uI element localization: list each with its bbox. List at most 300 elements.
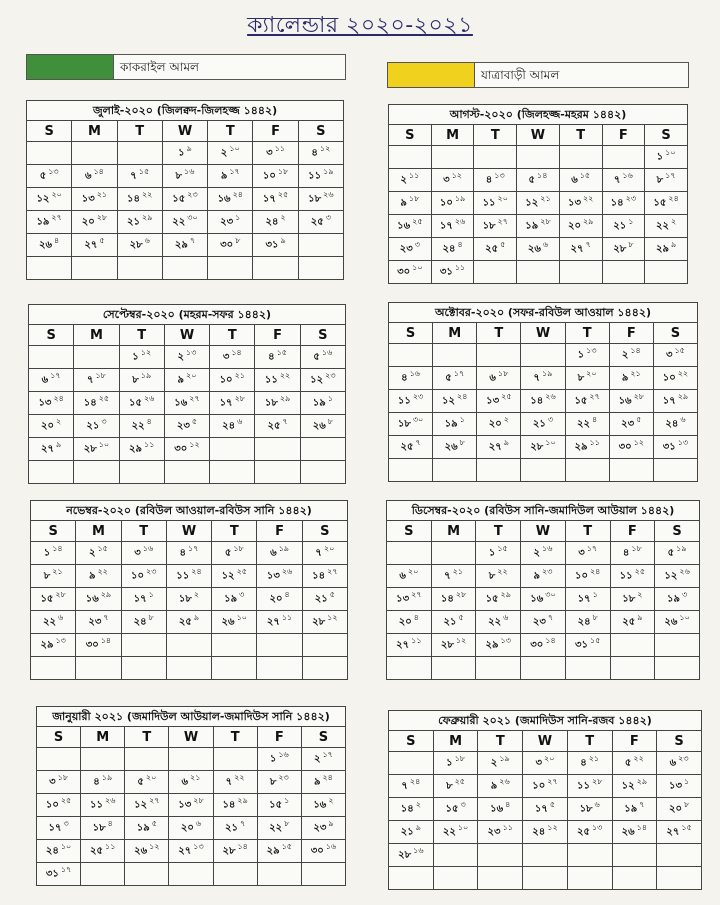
hijri-day: ১৫ [276,348,287,358]
day-cell [655,542,700,565]
gregorian-day: ৮ [446,780,453,792]
day-cell [387,588,432,611]
empty-cell [164,461,209,484]
month-title: ফেব্রুয়ারী ২০২১ (জমাদিউস সানি-রজব ১৪৪২) [388,710,702,730]
day-cell [257,817,301,840]
hijri-day: ৭ [189,236,196,246]
hijri-day: ১৯ [542,369,553,379]
hijri-day: ১৫ [497,544,508,554]
hijri-day: ২৩ [542,567,553,577]
weekday-header: T [213,727,257,748]
day-cell [125,840,169,863]
day-cell [29,415,74,438]
empty-cell [166,634,211,657]
gregorian-day: ৩ [49,776,56,788]
day-cell [257,794,301,817]
gregorian-day: ১০ [262,170,276,182]
day-cell [300,392,345,415]
gregorian-day: ৬ [669,757,677,769]
day-cell [208,188,253,211]
empty-cell [125,748,169,771]
gregorian-day: ১১ [576,780,590,792]
hijri-day: ২৪ [589,567,601,577]
day-cell [645,215,688,238]
day-cell [610,542,655,565]
day-cell [31,611,76,634]
day-cell [559,169,602,192]
hijri-day: ২৩ [278,773,289,783]
hijri-day: ১০ [457,823,469,833]
gregorian-day: ২৮ [312,616,326,628]
gregorian-day: ৮ [269,776,277,788]
hijri-day: ১৫ [97,544,108,554]
hijri-day: ১৬ [184,167,195,177]
gregorian-day: ২৮ [83,443,97,455]
weekday-header: M [74,325,119,346]
day-cell [431,169,474,192]
day-cell [655,611,700,634]
gregorian-day: ১৯ [444,418,458,430]
day-cell [164,438,209,461]
day-cell [212,611,257,634]
day-cell [76,542,121,565]
weekday-header: M [431,125,474,146]
gregorian-day: ২৭ [266,616,280,628]
hijri-day: ১২ [327,613,338,623]
gregorian-day: ১৭ [662,395,676,407]
day-cell [301,840,345,863]
hijri-day: ৮ [148,613,154,623]
empty-cell [298,257,343,280]
gregorian-day: ২৬ [312,420,326,432]
hijri-day: ২৯ [100,590,112,600]
gregorian-day: ২৩ [487,826,501,838]
hijri-day: ৭ [282,417,288,427]
gregorian-day: ৩১ [45,868,59,880]
day-cell [166,542,211,565]
hijri-day: ২৬ [281,567,293,577]
hijri-day: ১৪ [231,348,242,358]
gregorian-day: ৩০ [310,845,324,857]
hijri-day: ২৫ [277,190,289,200]
hijri-day: ৮ [684,800,690,810]
gregorian-day: ২৫ [576,826,590,838]
calendar-grid [388,322,698,482]
hijri-day: ৯ [280,236,286,246]
day-cell [389,238,432,261]
gregorian-day: ২৫ [178,616,192,628]
gregorian-day: ২৬ [664,616,678,628]
hijri-day: ৮ [327,417,333,427]
day-cell [121,588,166,611]
day-cell [523,821,568,844]
hijri-day: ১২ [189,440,200,450]
gregorian-day: ১৯ [136,822,150,834]
gregorian-day: ১৫ [129,397,142,409]
hijri-day: ২ [415,800,421,810]
day-cell [653,413,697,436]
gregorian-day: ১২ [442,395,455,407]
gregorian-day: ২২ [172,216,186,228]
hijri-day: ৮ [235,236,241,246]
gregorian-day: ২৫ [400,441,414,453]
gregorian-day: ১০ [45,799,59,811]
gregorian-day: ২৭ [178,845,192,857]
day-cell [27,234,72,257]
day-cell [31,565,76,588]
hijri-day: ২২ [633,754,644,764]
legend-label: কাকরাইল আমল [113,55,345,79]
gregorian-day: ২৯ [485,639,499,651]
empty-cell [301,863,345,886]
day-cell [476,542,521,565]
empty-cell [389,459,433,482]
gregorian-day: ২০ [488,418,502,430]
hijri-day: ২৪ [322,773,333,783]
gregorian-day: ২০ [669,803,683,815]
gregorian-day: ২৪ [133,616,147,628]
day-cell [645,169,688,192]
gregorian-day: ১৮ [308,193,322,205]
hijri-day: ২০ [544,754,555,764]
day-cell [166,588,211,611]
gregorian-day: ২৬ [39,239,53,251]
gregorian-day: ৩১ [439,266,453,278]
hijri-day: ২১ [52,567,63,577]
hijri-day: ২৭ [327,567,338,577]
hijri-day: ৬ [144,236,150,246]
empty-cell [119,461,164,484]
day-cell [37,771,81,794]
gregorian-day: ১৫ [40,593,54,605]
empty-cell [27,257,72,280]
day-cell [645,192,688,215]
hijri-day: ২৬ [679,567,690,577]
month-title: ডিসেম্বর-২০২০ (রবিউস সানি-জমাদিউল আউয়াল ১৪৪২) [386,500,700,520]
empty-cell [210,461,255,484]
day-cell [37,794,81,817]
hijri-day: ৯ [186,144,192,154]
gregorian-day: ৬ [181,776,189,788]
empty-cell [37,748,81,771]
day-cell [213,840,257,863]
gregorian-day: ১১ [397,395,411,407]
gregorian-day: ৩ [578,547,585,559]
hijri-day: ৯ [56,440,62,450]
hijri-day: ৩ [682,590,688,600]
gregorian-day: ৪ [179,547,187,559]
gregorian-day: ৮ [577,372,585,384]
day-cell [478,821,523,844]
gregorian-day: ৫ [224,547,232,559]
gregorian-day: ২ [177,351,185,363]
gregorian-day: ১৪ [127,193,140,205]
empty-cell [255,438,300,461]
gregorian-day: ১৪ [312,570,326,582]
hijri-day: ৪ [54,236,60,246]
day-cell [257,611,302,634]
day-cell [162,234,207,257]
day-cell [257,748,301,771]
weekday-header: T [565,521,610,542]
hijri-day: ২৭ [589,392,600,402]
gregorian-day: ১৭ [534,803,548,815]
day-cell [477,413,521,436]
hijri-day: ৬ [680,415,686,425]
day-cell [72,234,117,257]
empty-cell [565,657,610,680]
day-cell [257,565,302,588]
empty-cell [166,657,211,680]
day-cell [521,436,565,459]
gregorian-day: ২১ [532,418,546,430]
gregorian-day: ২৪ [222,420,236,432]
day-cell [27,165,72,188]
gregorian-day: ১৪ [530,395,544,407]
day-cell [169,794,213,817]
empty-cell [212,657,257,680]
day-cell [119,438,164,461]
day-cell [602,238,645,261]
gregorian-day: ১৯ [36,216,50,228]
hijri-day: ১৩ [586,346,597,356]
day-cell [121,565,166,588]
empty-cell [431,542,476,565]
hijri-day: ১ [459,415,465,425]
gregorian-day: ১৯ [525,220,539,232]
day-cell [565,436,609,459]
day-cell [212,542,257,565]
hijri-day: ১ [592,590,598,600]
day-cell [298,188,343,211]
weekday-header: M [76,521,121,542]
month-title: নভেম্বর-২০২০ (রবিউল আওয়াল-রবিউস সানি ১৪৪২) [30,500,348,520]
gregorian-day: ২১ [225,822,239,834]
hijri-day: ১৭ [188,544,199,554]
hijri-day: ৪ [592,415,598,425]
empty-cell [208,257,253,280]
empty-cell [257,657,302,680]
empty-cell [610,634,655,657]
gregorian-day: ১৭ [262,193,276,205]
day-cell [164,346,209,369]
gregorian-day: ১ [178,147,185,159]
day-cell [433,752,478,775]
gregorian-day: ৩ [134,547,141,559]
day-cell [523,775,568,798]
hijri-day: ১৫ [138,167,150,177]
hijri-day: ২৬ [545,392,556,402]
gregorian-day: ১৮ [622,593,636,605]
hijri-day: ২২ [677,369,689,379]
day-cell [166,611,211,634]
hijri-day: ৯ [671,240,677,250]
day-cell [523,752,568,775]
empty-cell [521,459,565,482]
day-cell [37,817,81,840]
gregorian-day: ৪ [311,147,318,159]
hijri-day: ২৩ [146,567,157,577]
gregorian-day: ১১ [264,374,278,386]
hijri-day: ৩ [460,800,466,810]
gregorian-day: ১৫ [574,395,588,407]
gregorian-day: ২ [533,547,541,559]
day-cell [169,771,213,794]
day-cell [121,611,166,634]
day-cell [81,817,125,840]
gregorian-day: ২৪ [532,826,546,838]
hijri-day: ১২ [319,144,331,154]
hijri-day: ১৭ [586,544,598,554]
weekday-header: F [257,521,302,542]
weekday-header: T [559,125,602,146]
empty-cell [81,748,125,771]
gregorian-day: ১১ [619,570,633,582]
weekday-header: T [117,121,162,142]
hijri-day: ১১ [281,613,293,623]
empty-cell [27,142,72,165]
day-cell [119,415,164,438]
gregorian-day: ২১ [443,616,457,628]
hijri-day: ১ [284,796,290,806]
day-cell [74,392,119,415]
hijri-day: ১৩ [500,636,511,646]
day-cell [300,346,345,369]
day-cell [567,775,612,798]
hijri-day: ১৩ [591,823,603,833]
hijri-day: ৬ [594,800,600,810]
gregorian-day: ১ [656,151,664,163]
hijri-day: ১৪ [237,842,248,852]
hijri-day: ২৪ [409,777,421,787]
day-cell [474,169,517,192]
legend-label: যাত্রাবাড়ী আমল [474,63,688,87]
day-cell [81,771,125,794]
weekday-header: S [387,521,432,542]
gregorian-day: ২৬ [221,616,235,628]
weekday-header: T [478,731,523,752]
hijri-day: ১৯ [101,773,113,783]
hijri-day: ১৫ [681,823,692,833]
hijri-day: ২০ [497,194,508,204]
empty-cell [31,657,76,680]
gregorian-day: ২২ [43,616,57,628]
day-cell [521,367,565,390]
gregorian-day: ২১ [127,216,140,228]
weekday-header: W [169,727,213,748]
empty-cell [253,257,298,280]
day-cell [478,752,523,775]
gregorian-day: ২ [400,174,407,186]
gregorian-day: ১৬ [490,803,504,815]
gregorian-day: ১৫ [445,803,459,815]
day-cell [117,211,162,234]
gregorian-day: ৬ [399,570,406,582]
day-cell [517,215,560,238]
hijri-day: ৫ [329,590,335,600]
gregorian-day: ১২ [310,374,324,386]
gregorian-day: ১২ [221,570,235,582]
day-cell [37,863,81,886]
day-cell [431,565,476,588]
weekday-header: S [298,121,343,142]
hijri-day: ২৮ [455,590,467,600]
gregorian-day: ১৬ [618,395,632,407]
gregorian-day: ১৩ [486,395,500,407]
day-cell [387,634,432,657]
weekday-header: W [517,125,560,146]
empty-cell [433,844,478,867]
empty-cell [298,234,343,257]
empty-cell [521,344,565,367]
hijri-day: ২০ [51,190,62,200]
day-cell [653,367,697,390]
empty-cell [117,142,162,165]
day-cell [37,840,81,863]
weekday-header: W [521,521,566,542]
hijri-day: ২৭ [547,777,558,787]
calendar-grid [388,124,688,284]
weekday-header: F [602,125,645,146]
gregorian-day: ২৭ [666,826,680,838]
gregorian-day: ৪ [93,776,100,788]
gregorian-day: ২২ [488,616,502,628]
day-cell [389,261,432,284]
day-cell [431,238,474,261]
weekday-header: W [162,121,207,142]
gregorian-day: ৯ [621,372,629,384]
gregorian-day: ৭ [444,570,451,582]
hijri-day: ২৭ [51,213,62,223]
gregorian-day: ৮ [488,570,496,582]
day-cell [257,542,302,565]
day-cell [567,798,612,821]
hijri-day: ২৮ [96,213,108,223]
day-cell [31,634,76,657]
day-cell [302,611,347,634]
weekday-header: S [389,125,432,146]
gregorian-day: ১০ [574,570,588,582]
hijri-day: ৩০ [545,590,556,600]
weekday-header: M [81,727,125,748]
hijri-day: ২২ [97,567,108,577]
day-cell [301,794,345,817]
hijri-day: ২০ [323,544,335,554]
day-cell [76,611,121,634]
hijri-day: ৩ [239,590,245,600]
gregorian-day: ১৬ [217,193,231,205]
day-cell [119,369,164,392]
day-cell [29,392,74,415]
day-cell [125,817,169,840]
hijri-day: ২১ [234,371,245,381]
empty-cell [565,459,609,482]
day-cell [76,565,121,588]
day-cell [387,565,432,588]
empty-cell [74,461,119,484]
hijri-day: ১০ [229,144,240,154]
gregorian-day: ২৬ [621,826,635,838]
hijri-day: ২ [671,217,677,227]
calendar-grid [28,324,346,484]
day-cell [257,588,302,611]
gregorian-day: ৩০ [85,639,99,651]
empty-cell [559,146,602,169]
day-cell [76,634,121,657]
hijri-day: ২৯ [279,394,291,404]
calendar-grid [388,730,702,890]
hijri-day: ১৪ [545,636,556,646]
